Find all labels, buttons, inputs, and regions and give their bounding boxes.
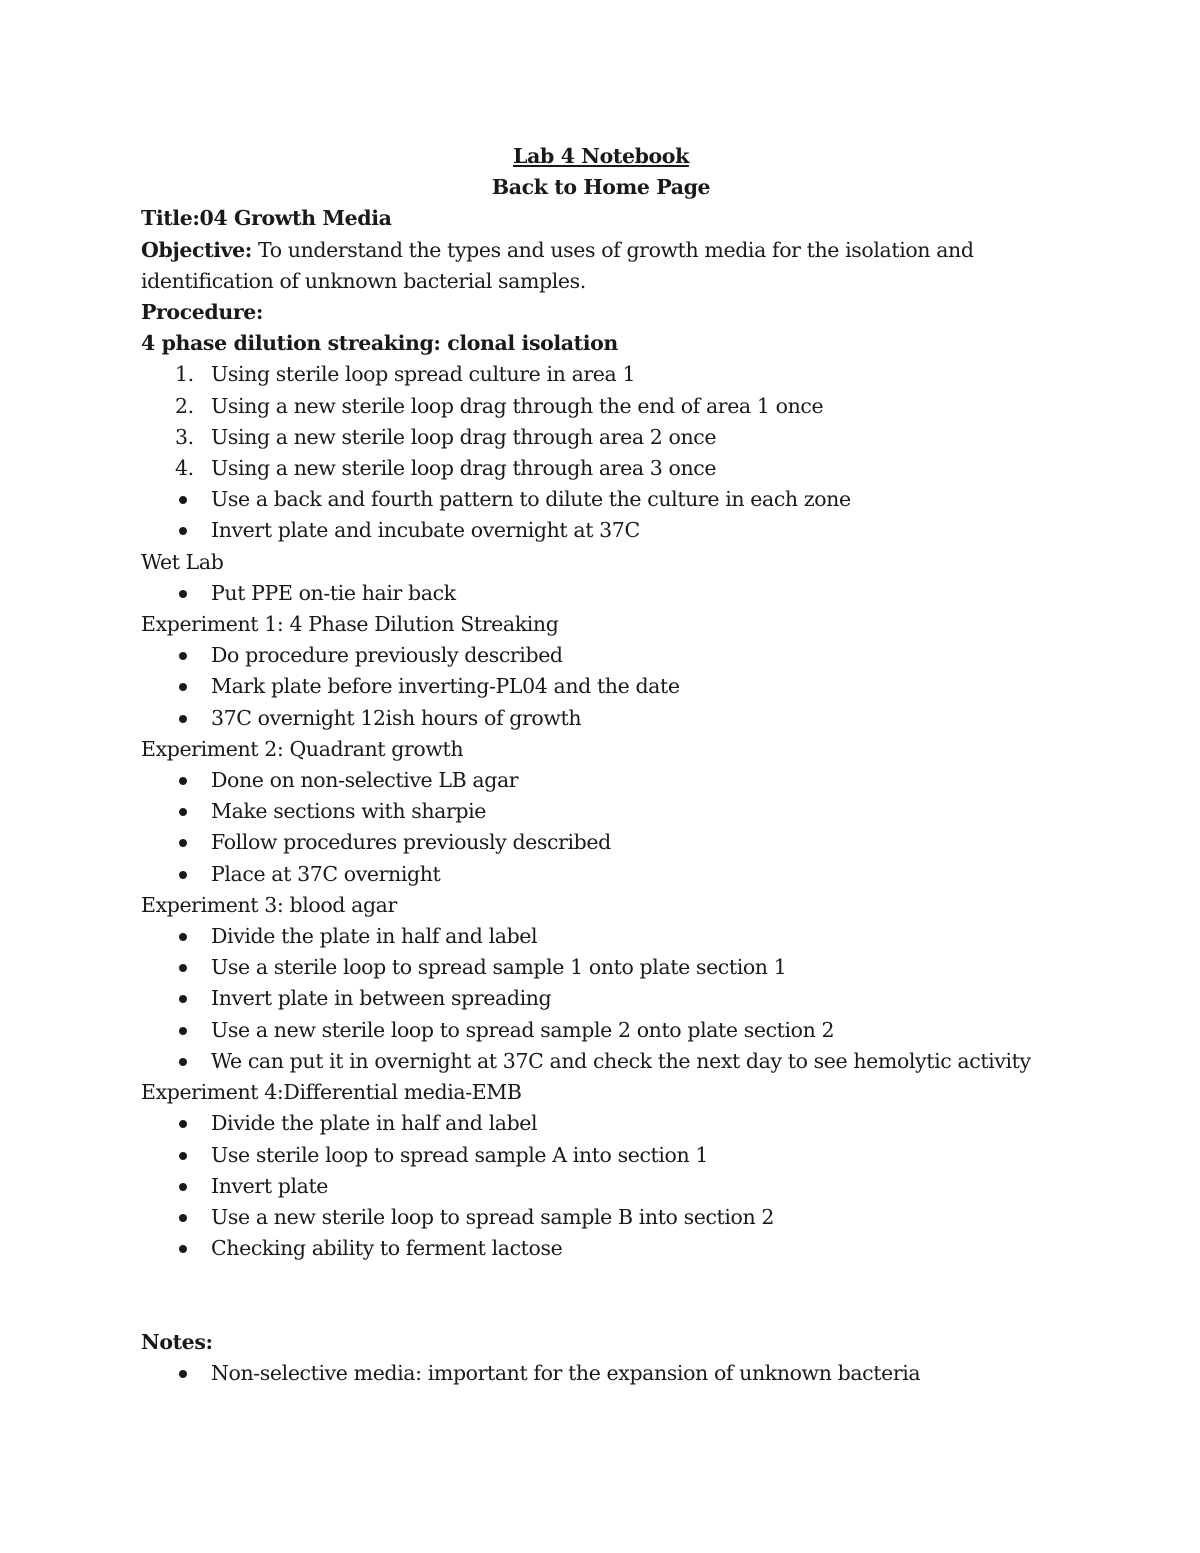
experiment-2-heading: Experiment 2: Quadrant growth: [141, 736, 464, 761]
list-item-text: Follow procedures previously described: [211, 830, 611, 855]
step-number: 3.: [175, 424, 194, 449]
experiment-1-heading: Experiment 1: 4 Phase Dilution Streaking: [141, 612, 559, 637]
step-number: 1.: [175, 362, 194, 387]
list-item: [141, 921, 1061, 952]
list-item: [141, 1108, 1061, 1139]
list-item: [141, 952, 1061, 983]
list-item: [141, 796, 1061, 827]
step-text: Using a new sterile loop drag through the end of area 1 once: [211, 393, 824, 418]
document-page: [141, 141, 1061, 1389]
list-item-text: Invert plate and incubate overnight at 37C: [211, 518, 640, 543]
list-item-text: Divide the plate in half and label: [211, 1111, 538, 1136]
bullet-icon: [179, 1245, 187, 1253]
step-number: 4.: [175, 456, 194, 481]
list-item: [141, 484, 1061, 515]
procedure-step: [141, 359, 1061, 390]
step-number: 2.: [175, 393, 194, 418]
bullet-icon: [179, 839, 187, 847]
list-item: [141, 703, 1061, 734]
list-item: [141, 1140, 1061, 1171]
list-item-text: Put PPE on-tie hair back: [211, 580, 456, 605]
procedure-steps-list: [141, 359, 1061, 484]
list-item-text: We can put it in overnight at 37C and check the next day to see hemolytic activity: [211, 1048, 1031, 1073]
list-item-text: Place at 37C overnight: [211, 861, 441, 886]
list-item-text: Use a sterile loop to spread sample 1 onto plate section 1: [211, 955, 787, 980]
list-item: [141, 1233, 1061, 1264]
list-item: [141, 1358, 1061, 1389]
bullet-icon: [179, 995, 187, 1003]
list-item: [141, 671, 1061, 702]
title-value: 04 Growth Media: [199, 206, 392, 231]
list-item-text: Use a back and fourth pattern to dilute the culture in each zone: [211, 487, 851, 512]
list-item-text: Invert plate: [211, 1173, 329, 1198]
list-item-text: Use sterile loop to spread sample A into section 1: [211, 1142, 709, 1167]
experiment-4-heading: Experiment 4:Differential media-EMB: [141, 1080, 522, 1105]
list-item-text: 37C overnight 12ish hours of growth: [211, 705, 582, 730]
list-item: [141, 859, 1061, 890]
list-item: [141, 765, 1061, 796]
list-item: [141, 1015, 1061, 1046]
list-item-text: Do procedure previously described: [211, 643, 563, 668]
list-item-text: Checking ability to ferment lactose: [211, 1236, 563, 1261]
title-line: [141, 203, 1061, 234]
list-item-text: Invert plate in between spreading: [211, 986, 552, 1011]
list-item-text: Use a new sterile loop to spread sample 2 onto plate section 2: [211, 1017, 835, 1042]
experiment-4-list: [141, 1108, 1061, 1264]
list-item: [141, 515, 1061, 546]
list-item: [141, 578, 1061, 609]
title-label: Title:: [141, 206, 200, 231]
objective-text: To understand the types and uses of growth media for the isolation and identification of unknown bacterial samples.: [141, 237, 974, 293]
step-text: Using sterile loop spread culture in area 1: [211, 362, 636, 387]
list-item: [141, 640, 1061, 671]
bullet-icon: [179, 683, 187, 691]
procedure-step: [141, 453, 1061, 484]
blank-space: [141, 1264, 1061, 1326]
list-item: [141, 1202, 1061, 1233]
bullet-icon: [179, 527, 187, 535]
experiment-1-list: [141, 640, 1061, 734]
bullet-icon: [179, 871, 187, 879]
list-item-text: Mark plate before inverting-PL04 and the date: [211, 674, 680, 699]
list-item-text: Non-selective media: important for the expansion of unknown bacteria: [211, 1360, 921, 1385]
list-item: [141, 1046, 1061, 1077]
step-text: Using a new sterile loop drag through area 2 once: [211, 424, 717, 449]
bullet-icon: [179, 1120, 187, 1128]
document-title: Lab 4 Notebook: [513, 144, 689, 168]
bullet-icon: [179, 777, 187, 785]
list-item-text: Divide the plate in half and label: [211, 924, 538, 949]
bullet-icon: [179, 590, 187, 598]
notes-label: Notes:: [141, 1329, 213, 1354]
list-item: [141, 1171, 1061, 1202]
bullet-icon: [179, 933, 187, 941]
bullet-icon: [179, 1058, 187, 1066]
procedure-step: [141, 422, 1061, 453]
list-item: [141, 983, 1061, 1014]
bullet-icon: [179, 1370, 187, 1378]
procedure-label: Procedure:: [141, 300, 264, 325]
notes-list: [141, 1358, 1061, 1389]
home-page-link[interactable]: Back to Home Page: [491, 175, 711, 200]
bullet-icon: [179, 1214, 187, 1222]
objective-paragraph: [141, 235, 1061, 297]
procedure-bullet-list: [141, 484, 1061, 546]
experiment-3-list: [141, 921, 1061, 1077]
experiment-2-list: [141, 765, 1061, 890]
bullet-icon: [179, 1152, 187, 1160]
bullet-icon: [179, 652, 187, 660]
list-item: [141, 827, 1061, 858]
bullet-icon: [179, 715, 187, 723]
bullet-icon: [179, 964, 187, 972]
wet-lab-heading: Wet Lab: [141, 549, 224, 574]
experiment-3-heading: Experiment 3: blood agar: [141, 892, 397, 917]
step-text: Using a new sterile loop drag through area 3 once: [211, 456, 717, 481]
bullet-icon: [179, 496, 187, 504]
procedure-heading: 4 phase dilution streaking: clonal isolation: [141, 331, 618, 356]
bullet-icon: [179, 1027, 187, 1035]
wet-lab-list: [141, 578, 1061, 609]
list-item-text: Done on non-selective LB agar: [211, 768, 519, 793]
objective-label: Objective:: [141, 237, 252, 262]
bullet-icon: [179, 1183, 187, 1191]
list-item-text: Use a new sterile loop to spread sample B into section 2: [211, 1204, 775, 1229]
bullet-icon: [179, 808, 187, 816]
procedure-step: [141, 391, 1061, 422]
list-item-text: Make sections with sharpie: [211, 799, 487, 824]
